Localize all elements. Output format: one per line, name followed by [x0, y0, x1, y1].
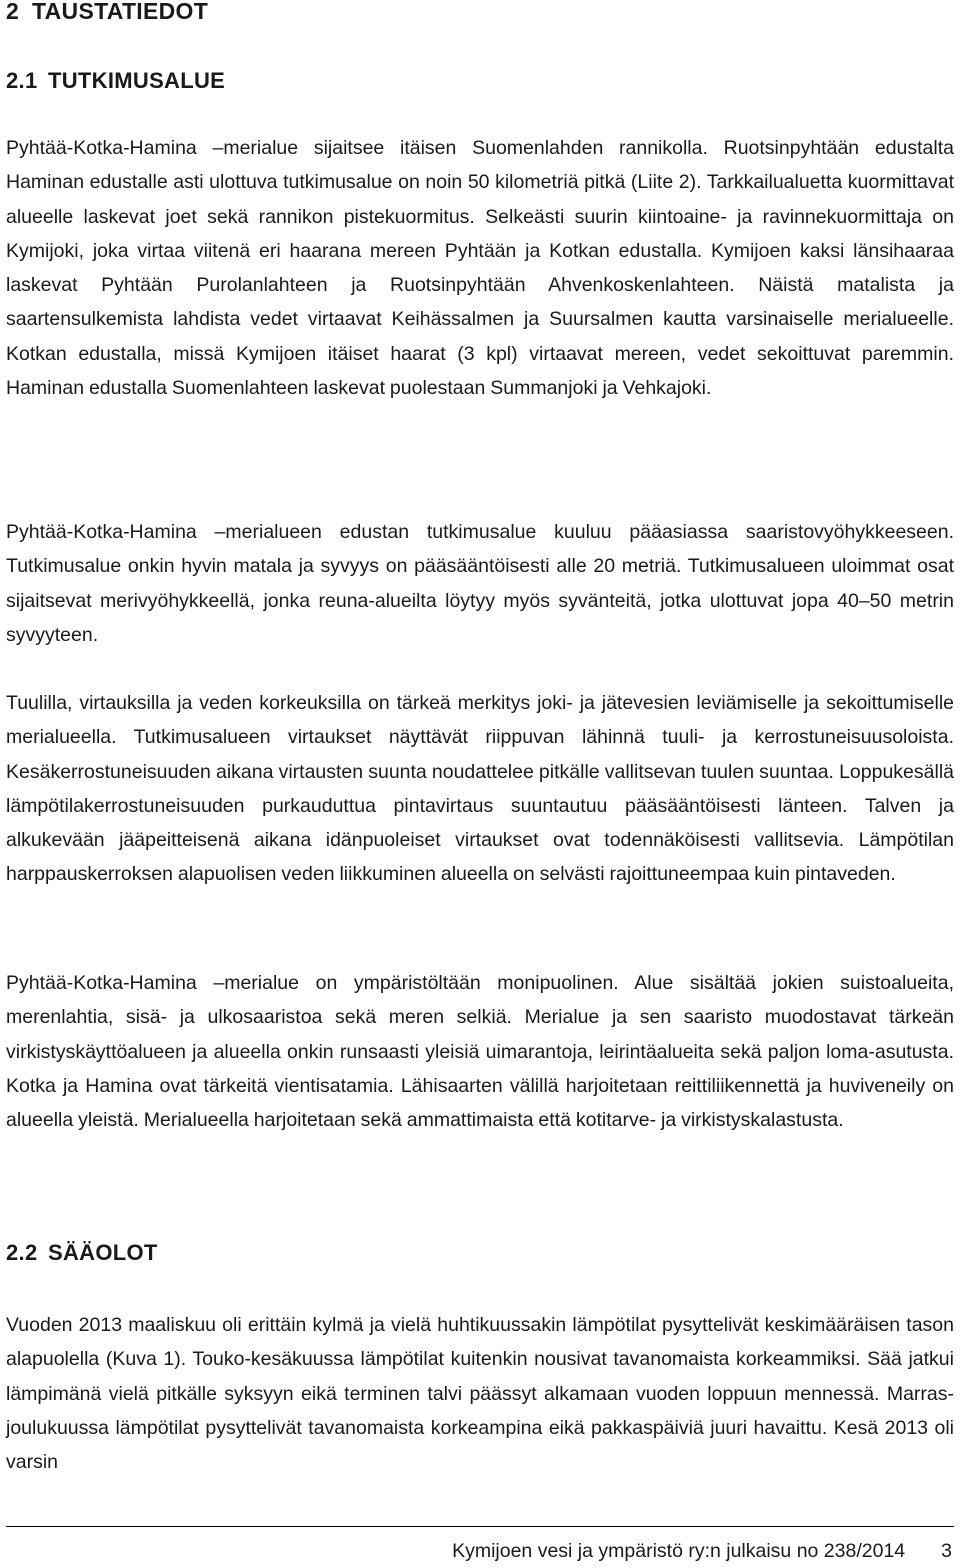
paragraph-weather: Vuoden 2013 maaliskuu oli erittäin kylmä ja vielä huhtikuussakin lämpötilat pysyttelivät keskimääräisen tason alapuolella (Kuva 1). Touko-kesäkuussa lämpötilat kuitenkin nousivat tavanomaista korkeammiksi. Sää jatkui lämpimänä vielä pitkälle syksyyn eikä terminen talvi päässyt alkamaan vuoden loppuun mennessä. Marras-joulukuussa lämpötilat pysyttelivät tavanomaista korkeampina eikä pakkaspäiviä juuri havaittu. Kesä 2013 oli varsin [6, 1314, 954, 1474]
chapter-heading [6, 0, 208, 25]
paragraph-study-area: Pyhtää-Kotka-Hamina –merialue sijaitsee itäisen Suomenlahden rannikolla. Ruotsinpyhtään edustalta Haminan edustalle asti ulottuva tutkimusalue on noin 50 kilometriä pitkä (Liite 2). Tarkkailualuetta kuormittavat alueelle laskevat joet sekä rannikon pistekuormitus. Selkeästi suurin kiintoaine- ja ravinnekuormittaja on Kymijoki, joka virtaa viitenä eri haarana mereen Pyhtään ja Kotkan edustalla. Kymijoen kaksi länsihaaraa laskevat Pyhtään Purolanlahteen ja Ruotsinpyhtään Ahvenkoskenlahteen. Näistä matalista ja saartensulkemista lahdista vedet virtaavat Keihässalmen ja Suursalmen kautta varsinaiselle merialueelle. Kotkan edustalla, missä Kymijoen itäiset haarat (3 kpl) virtaavat mereen, vedet sekoittuvat paremmin. Haminan edustalla Suomenlahteen laskevat puolestaan Summanjoki ja Vehkajoki. [6, 137, 954, 400]
paragraph-archipelago-zone: Pyhtää-Kotka-Hamina –merialueen edustan tutkimusalue kuuluu pääasiassa saaristovyöhykkeeseen. Tutkimusalue onkin hyvin matala ja syvyys on pääsääntöisesti alle 20 metriä. Tutkimusalueen uloimmat osat sijaitsevat merivyöhykkeellä, jonka reuna-alueilta löytyy myös syvänteitä, jotka ulottuvat jopa 40–50 metrin syvyyteen. [6, 521, 954, 646]
section-title: SÄÄOLOT [48, 1240, 158, 1265]
footer-publication: Kymijoen vesi ja ympäristö ry:n julkaisu no 238/2014 [452, 1540, 906, 1562]
paragraph-currents: Tuulilla, virtauksilla ja veden korkeuksilla on tärkeä merkitys joki- ja jätevesien leviämiselle ja sekoittumiselle merialueella. Tutkimusalueen virtaukset näyttävät riippuvan lähinnä tuuli- ja kerrostuneisuusoloista. Kesäkerrostuneisuuden aikana virtausten suunta noudattelee pitkälle vallitsevan tuulen suuntaa. Loppukesällä lämpötilakerrostuneisuuden purkauduttua pintavirtaus suuntautuu pääsääntöisesti länteen. Talven ja alkukevään jääpeitteisenä aikana idänpuoleiset virtaukset ovat todennäköisesti vallitsevia. Lämpötilan harppauskerroksen alapuolisen veden liikkuminen alueella on selvästi rajoittuneempaa kuin pintaveden. [6, 692, 954, 886]
chapter-number: 2 [6, 0, 20, 24]
page-footer [452, 1540, 952, 1563]
paragraph-environment: Pyhtää-Kotka-Hamina –merialue on ympäristöltään monipuolinen. Alue sisältää jokien suistoalueita, merenlahtia, sisä- ja ulkosaaristoa sekä meren selkiä. Merialue ja sen saaristo muodostavat tärkeän virkistyskäyttöalueen ja alueella onkin runsaasti yleisiä uimarantoja, leirintäalueita sekä paljon loma-asutusta. Kotka ja Hamina ovat tärkeitä vientisatamia. Lähisaarten välillä harjoitetaan reittiliikennettä ja huviveneily on alueella yleistä. Merialueella harjoitetaan sekä ammattimaista että kotitarve- ja virkistyskalastusta. [6, 972, 954, 1132]
page-number: 3 [941, 1540, 952, 1562]
section-heading-tutkimusalue [6, 68, 225, 94]
section-heading-saaolot [6, 1240, 158, 1266]
section-number: 2.2 [6, 1240, 38, 1265]
chapter-title: TAUSTATIEDOT [32, 0, 209, 24]
section-title: TUTKIMUSALUE [48, 68, 226, 93]
footer-divider [6, 1526, 954, 1527]
section-number: 2.1 [6, 68, 38, 93]
